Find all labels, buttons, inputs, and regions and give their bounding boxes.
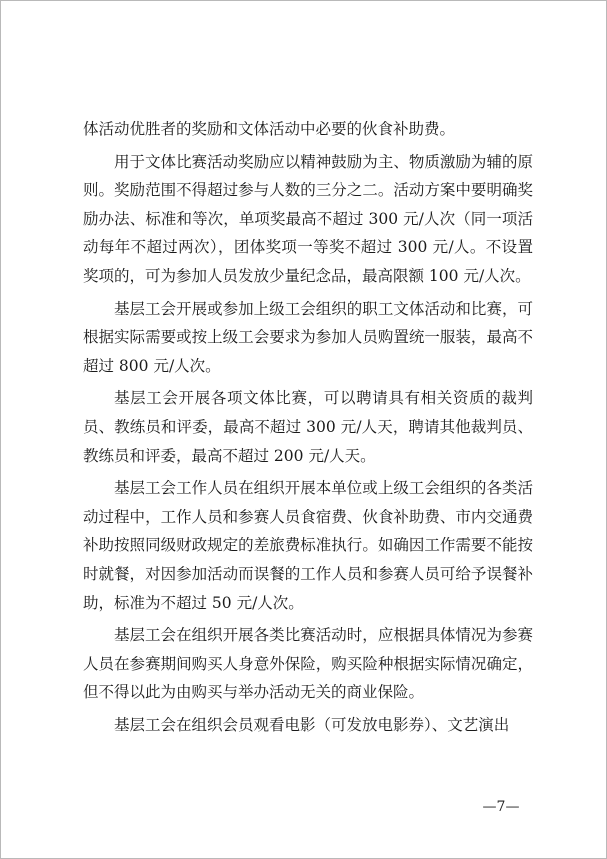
paragraph-rewards: 用于文体比赛活动奖励应以精神鼓励为主、物质激励为辅的原则。奖励范围不得超过参与人数的三分之二。活动方案中要明确奖励办法、标准和等次，单项奖最高不超过 300 元/人次（同一项活动每年不超过两次），团体奖项一等奖不超过 300 元/人。不设置奖项的，可为参加人员发放少量纪念品，最高限额 100 元/人次。	[83, 152, 533, 285]
paragraph-meal-allowance: 基层工会工作人员在组织开展本单位或上级工会组织的各类活动过程中，工作人员和参赛人员食宿费、伙食补助费、市内交通费补助按照同级财政规定的差旅费标准执行。如确因工作需要不能按时就餐，对因参加活动而误餐的工作人员和参赛人员可给予误餐补助，标准为不超过 50 元/人次。	[83, 479, 533, 612]
paragraph-uniforms: 基层工会开展或参加上级工会组织的职工文体活动和比赛，可根据实际需要或按上级工会要求为参加人员购置统一服装，最高不超过 800 元/人次。	[83, 299, 533, 375]
paragraph-insurance: 基层工会在组织开展各类比赛活动时，应根据具体情况为参赛人员在参赛期间购买人身意外保险，购买险种根据实际情况确定，但不得以此为由购买与举办活动无关的商业保险。	[83, 626, 533, 702]
paragraph-continuation: 体活动优胜者的奖励和文体活动中必要的伙食补助费。	[83, 120, 456, 138]
paragraph-movies: 基层工会在组织会员观看电影（可发放电影券）、文艺演出	[114, 715, 510, 734]
paragraph-referees: 基层工会开展各项文体比赛，可以聘请具有相关资质的裁判员、教练员和评委，最高不超过 300 元/人天，聘请其他裁判员、教练员和评委，最高不超过 200 元/人天。	[83, 389, 533, 465]
body-text	[83, 115, 533, 739]
page-number: —7—	[482, 799, 520, 815]
